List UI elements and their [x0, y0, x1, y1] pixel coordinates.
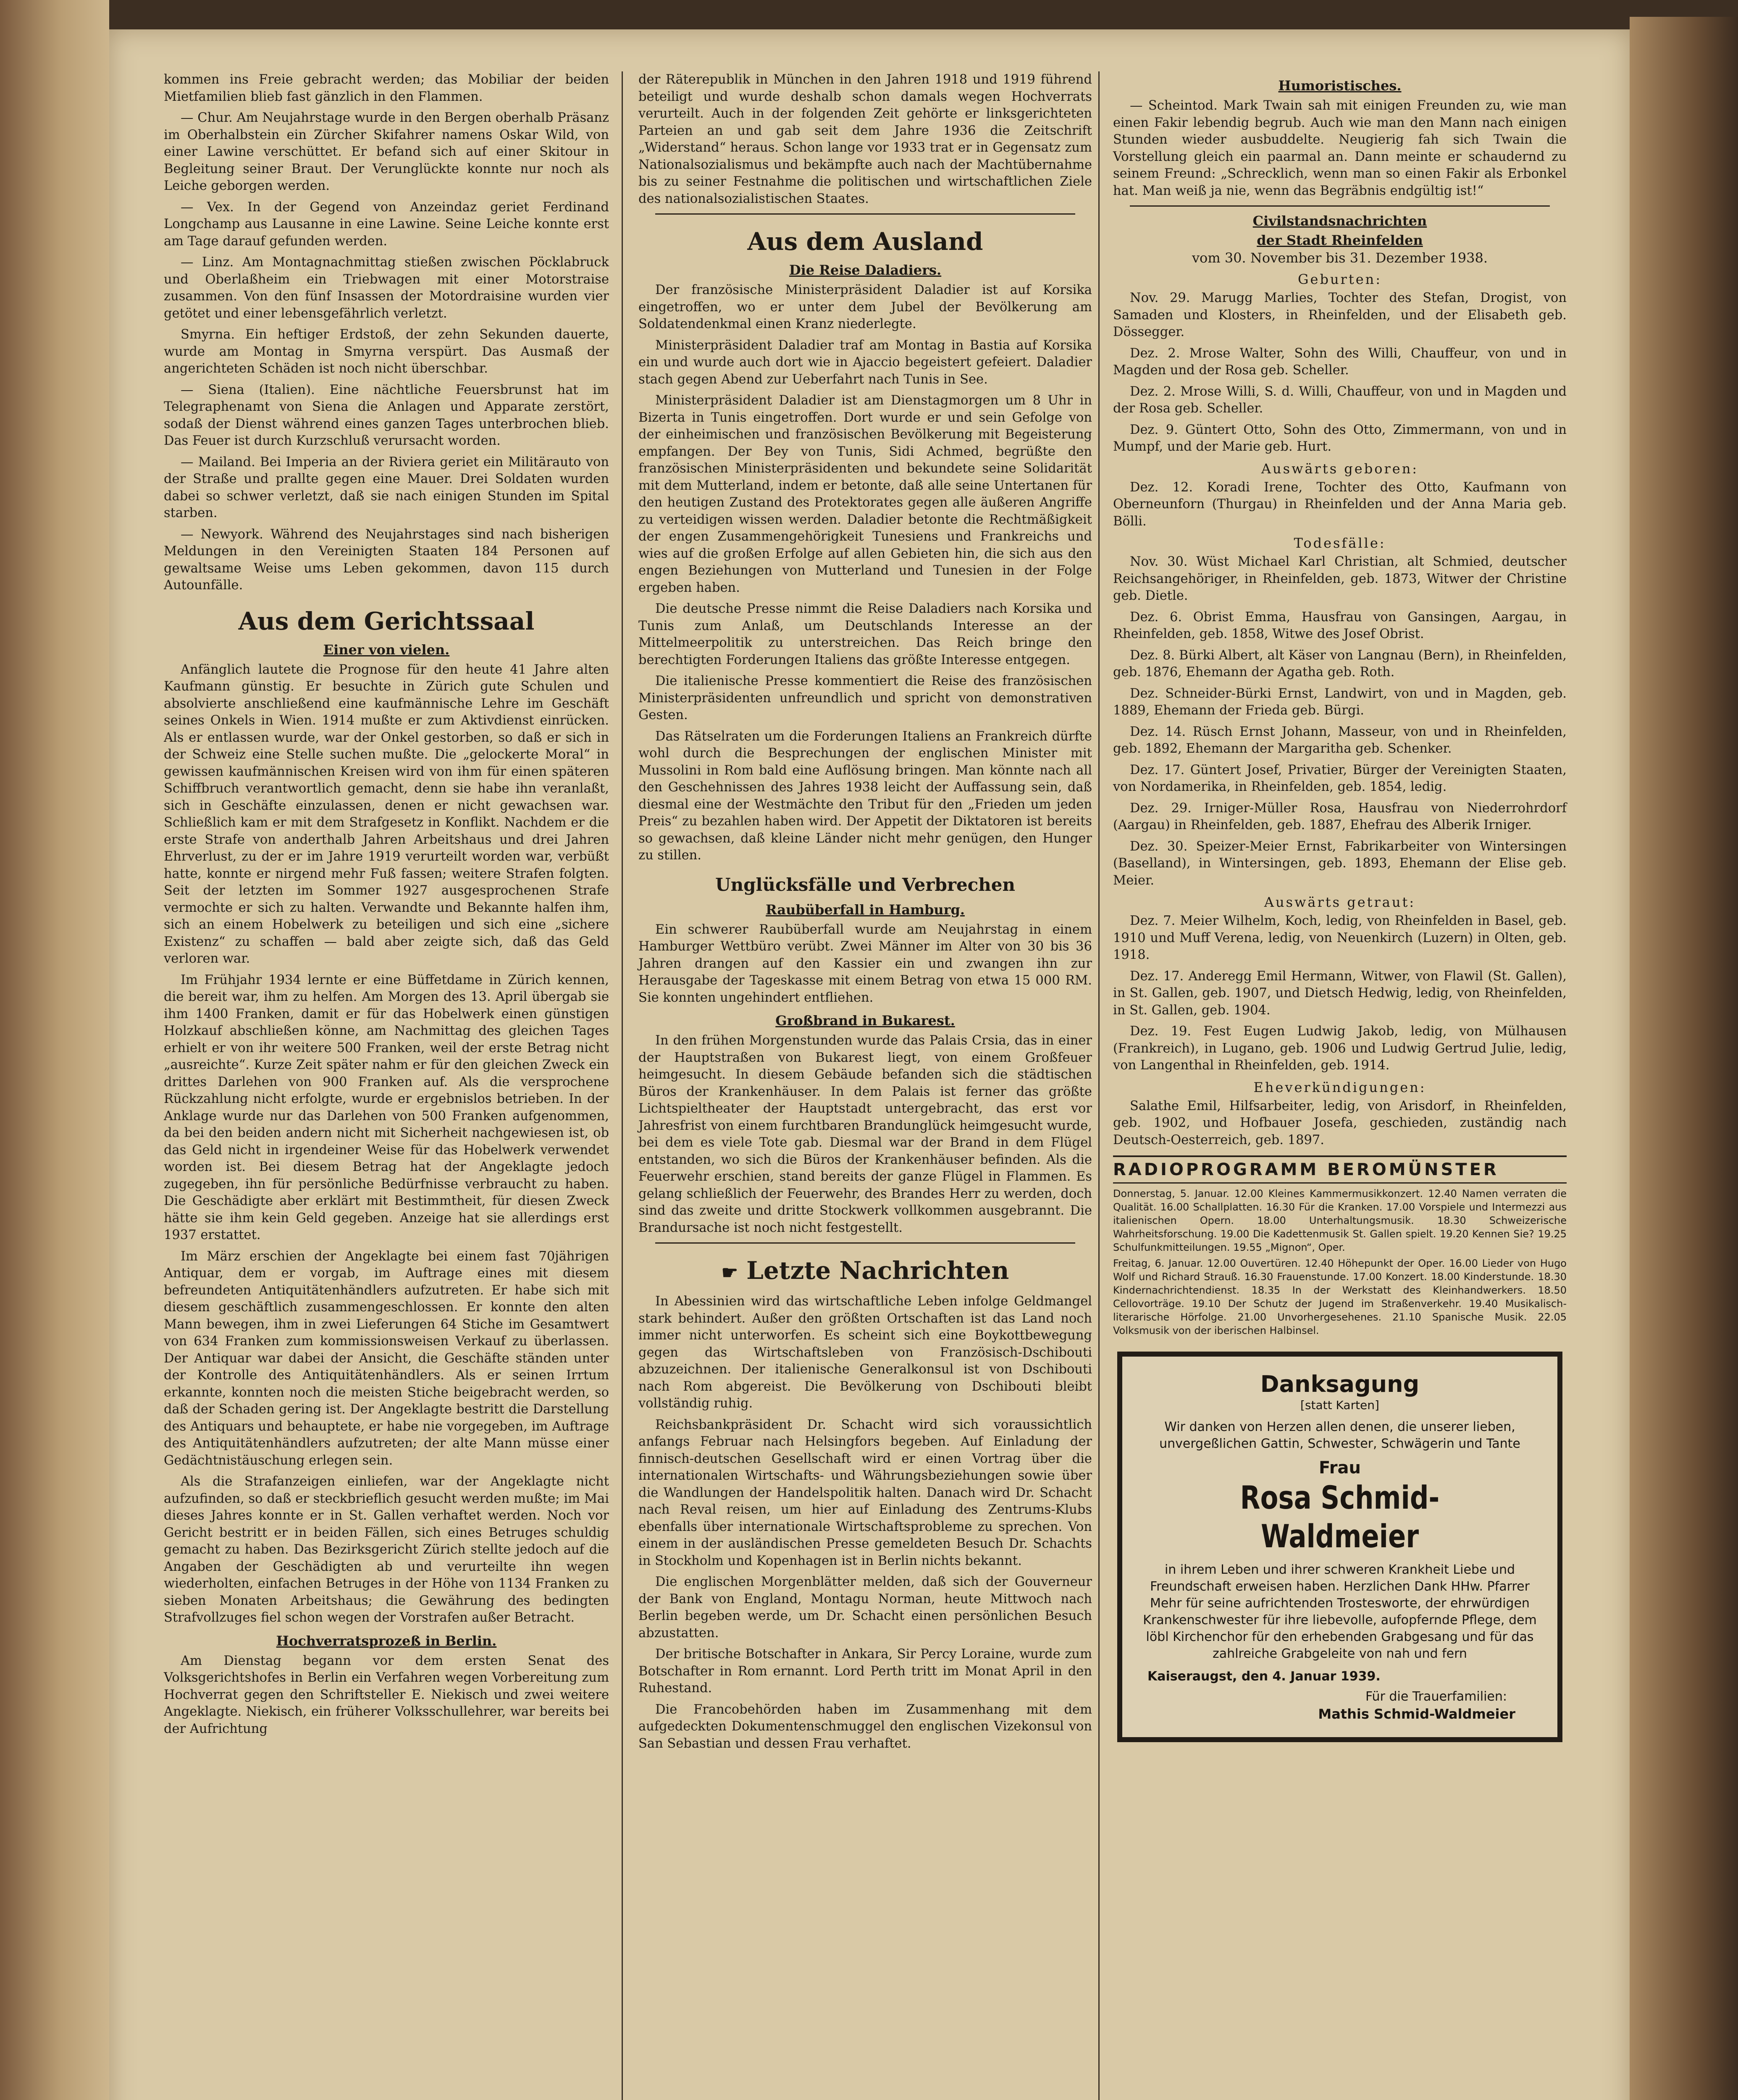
article-paragraph: — Mailand. Bei Imperia an der Riviera geriet ein Militärauto von der Straße und prallte gegen eine Mauer. Drei Soldaten wurden dabei so schwer verletzt, daß sie nach einigen Stunden im Spital starben. [164, 454, 609, 520]
pointing-hand-icon: ☛ [721, 1262, 738, 1284]
article-paragraph: kommen ins Freie gebracht werden; das Mobiliar der beiden Mietfamilien blieb fast gänzlich in den Flammen. [164, 72, 609, 104]
record-entry: Dez. 8. Bürki Albert, alt Käser von Langnau (Bern), in Rheinfelden, geb. 1876, Ehemann der Agatha geb. Roth. [1113, 648, 1567, 680]
record-entry: Dez. 14. Rüsch Ernst Johann, Masseur, von und in Rheinfelden, geb. 1892, Ehemann der Margaritha geb. Schenker. [1113, 724, 1567, 756]
article-paragraph: In Abessinien wird das wirtschaftliche Leben infolge Geldmangel stark behindert. Außer den größten Ortschaften ist das Land noch immer nicht unterworfen. Es scheint sich eine Boykottbewegung gegen das Wirtschaftsleben von Französisch-Dschibouti abzuzeichnen. Der italienische Generalkonsul ist von Dschibouti nach Rom abgereist. Die Bevölkerung von Dschibouti bleibt vollständig ruhig. [638, 1294, 1092, 1411]
radio-program-title: RADIOPROGRAMM BEROMÜNSTER [1113, 1155, 1567, 1184]
ad-title: Danksagung [1260, 1371, 1420, 1397]
article-paragraph: Im Frühjahr 1934 lernte er eine Büffetdame in Zürich kennen, die bereit war, ihm zu helfen. Am Morgen des 13. April übergab sie ihm 1400 Franken, damit er für das Hobelwerk einen günstigen Holzkauf abschließen könne, am Nachmittag des gleichen Tages erhielt er von ihr weitere 500 Franken, weil der erste Betrag nicht „ausreichte“. Kurze Zeit später nahm er für den gleichen Zweck ein drittes Darlehen von 900 Franken auf. Als die versprochene Rückzahlung nicht erfolgte, wurde er ergebnislos betrieben. In der Anklage wurde nur das Darlehen von 500 Franken aufgenommen, da bei den beiden andern nicht mit Sicherheit nachgewiesen ist, ob das Geld nicht in irgendeiner Weise für das Hobelwerk verwendet worden ist. Bei diesem Betrag hat der Angeklagte jedoch zugegeben, ihn für persönliche Bedürfnisse verbraucht zu haben. Die Geschädigte aber erklärt mit Bestimmtheit, für diesen Zweck hätte sie ihm kein Geld gegeben. Anzeige hat sie allerdings erst 1937 erstattet. [164, 972, 609, 1242]
civil-records-subtitle: der Stadt Rheinfelden [1257, 232, 1423, 248]
record-entry: Salathe Emil, Hilfsarbeiter, ledig, von Arisdorf, in Rheinfelden, geb. 1902, und Hofbauer Josefa, geschieden, zuständig nach Deutsch-Oesterreich, geb. 1897. [1113, 1098, 1567, 1147]
divider [655, 1242, 1075, 1244]
column-3 [1113, 71, 1567, 1742]
obituary-thanks-ad [1117, 1352, 1562, 1742]
section-heading-letzte [638, 1256, 1092, 1287]
record-entry: Dez. 17. Anderegg Emil Hermann, Witwer, von Flawil (St. Gallen), in St. Gallen, geb. 1907, und Dietsch Hedwig, ledig, von Rheinfelden, in St. Gallen, geb. 1904. [1113, 969, 1567, 1018]
section-heading-gerichtssaal: Aus dem Gerichtssaal [238, 606, 535, 635]
left-page-binding [0, 0, 109, 2100]
article-paragraph: Ein schwerer Raubüberfall wurde am Neujahrstag in einem Hamburger Wettbüro verübt. Zwei Männer im Alter von 30 bis 36 Jahren drangen auf den Kassier ein und zwangen ihn zur Herausgabe der Tageskasse mit einem Betrag von etwa 15 000 RM. Sie konnten ungehindert entfliehen. [638, 922, 1092, 1005]
section-heading-ausland: Aus dem Ausland [747, 227, 983, 256]
record-entry: Dez. 29. Irniger-Müller Rosa, Hausfrau von Niederrohrdorf (Aargau) in Rheinfelden, geb. 1887, Ehefrau des Alberik Irniger. [1113, 801, 1567, 832]
section-heading-text: Letzte Nachrichten [746, 1256, 1009, 1285]
article-paragraph: Die englischen Morgenblätter melden, daß sich der Gouverneur der Bank von England, Montagu Norman, heute Mittwoch nach Berlin begeben werde, um Dr. Schacht einen persönlichen Besuch abzustatten. [638, 1575, 1092, 1641]
radio-day: Donnerstag, 5. Januar. 12.00 Kleines Kammermusikkonzert. 12.40 Namen verraten die Qualität. 16.00 Schallplatten. 16.30 Für die Kranken. 17.00 Vorspiele und Intermezzi aus italienischen Opern. 18.00 Unterhaltungsmusik. 18.30 Schweizerische Wahrheitsforschung. 19.00 Die Kadettenmusik St. Gallen spielt. 19.20 Kennen Sie? 19.25 Schulfunkmitteilungen. 19.55 „Mignon“, Oper. [1113, 1188, 1567, 1253]
record-entry: Dez. 7. Meier Wilhelm, Koch, ledig, von Rheinfelden in Basel, geb. 1910 und Muff Verena, ledig, von Neuenkirch (Luzern) in Olten, geb. 1918. [1113, 914, 1567, 962]
article-paragraph: Anfänglich lautete die Prognose für den heute 41 Jahre alten Kaufmann günstig. Er besuchte in Zürich gute Schulen und absolvierte anschließend eine kaufmännische Lehre im Geschäft seines Onkels in Wien. 1914 mußte er zum Aktivdienst einrücken. Als er entlassen wurde, war der Onkel gestorben, so daß er sich in der Schweiz eine Stelle suchen mußte. Die „gelockerte Moral“ in gewissen kaufmännischen Kreisen wird von ihm für einen späteren Schiffbruch verantwortlich gemacht, denn sie habe ihn veranlaßt, sich in Geschäfte einzulassen, denen er nicht gewachsen war. Schließlich kam er mit dem Strafgesetz in Konflikt. Nachdem er die erste Strafe von anderthalb Jahren Arbeitshaus und drei Jahren Ehrverlust, zu der er im Jahre 1919 verurteilt worden war, verbüßt hatte, konnte er nirgend mehr Fuß fassen; weitere Strafen folgten. Seit der letzten im Sommer 1927 ausgesprochenen Strafe vermochte er sich zu halten. Verwandte und Bekannte halfen ihm, sich an einem Hobelwerk zu beteiligen und sich eine „sichere Existenz“ zu schaffen — bald aber zeigte sich, daß das Geld verloren war. [164, 662, 609, 966]
article-paragraph: Ministerpräsident Daladier ist am Dienstagmorgen um 8 Uhr in Bizerta in Tunis eingetroffen. Dort wurde er und sein Gefolge von der einheimischen und französischen Bevölkerung mit Begeisterung empfangen. Der Bey von Tunis, Sidi Achmed, begrüßte den französischen Ministerpräsidenten und bekundete seine Solidarität mit dem Mutterland, indem er betonte, daß alle seine Untertanen für den heutigen Zustand des Protektorates gegen alle äußeren Angriffe zu verteidigen wissen werden. Daladier betonte die Rechtmäßigkeit der engen Zusammengehörigkeit Tunesiens und Frankreichs und wies auf die großen Erfolge auf allen Gebieten hin, die sich aus den engen Beziehungen von Mutterland und Tunesien in der Folge ergeben haben. [638, 393, 1092, 595]
article-paragraph: Als die Strafanzeigen einliefen, war der Angeklagte nicht aufzufinden, so daß er steckbrieflich gesucht werden mußte; im Mai dieses Jahres konnte er in St. Gallen verhaftet werden. Noch vor Gericht bestritt er in beiden Fällen, sich eines Betruges schuldig gemacht zu haben. Das Bezirksgericht Zürich stellte jedoch auf die Angaben der Geschädigten ab und verurteilte ihn wegen wiederholten, einfachen Betruges in der Höhe von 1134 Franken zu sieben Monaten Arbeitshaus; die Gewährung des bedingten Strafvollzuges fiel schon wegen der Vorstrafen außer Betracht. [164, 1474, 609, 1625]
record-entry: Dez. 2. Mrose Walter, Sohn des Willi, Chauffeur, von und in Magden und der Rosa geb. Scheller. [1113, 346, 1567, 378]
article-paragraph: — Linz. Am Montagnachmittag stießen zwischen Pöcklabruck und Oberlaßheim ein Triebwagen mit einer Motorstraise zusammen. Von den fünf Insassen der Motordraisine wurden vier getötet und einer lebensgefährlich verletzt. [164, 255, 609, 321]
ad-signature-name: Mathis Schmid-Waldmeier [1318, 1706, 1515, 1722]
article-subheading: Hochverratsprozeß in Berlin. [276, 1633, 497, 1649]
article-subheading: Einer von vielen. [323, 641, 450, 658]
banns-heading: Eheverkündigungen: [1253, 1079, 1426, 1095]
article-paragraph: In den frühen Morgenstunden wurde das Palais Crsia, das in einer der Hauptstraßen von Bukarest liegt, von einem Großfeuer heimgesucht. In diesem Gebäude befanden sich die städtischen Büros der Krankenhäuser. In dem Palais ist ferner das größte Lichtspieltheater der Hauptstadt untergebracht, das erst vor Jahresfrist von einem furchtbaren Brandunglück heimgesucht wurde, bei dem es viele Tote gab. Diesmal war der Brand in dem Flügel entstanden, wo sich die Büros der Krankenhäuser befinden. Als die Feuerwehr erschien, stand bereits der ganze Flügel in Flammen. Es gelang schließlich der Feuerwehr, des Brandes Herr zu werden, doch sind das zweite und dritte Stockwerk vollkommen ausgebrannt. Die Brandursache ist noch nicht festgestellt. [638, 1033, 1092, 1235]
civil-records-title: Civilstandsnachrichten [1252, 213, 1427, 229]
book-edge [1630, 17, 1738, 2100]
column-rule [622, 71, 623, 2100]
divider [1130, 205, 1550, 207]
article-paragraph: — Chur. Am Neujahrstage wurde in den Bergen oberhalb Präsanz im Oberhalbstein ein Zürcher Skifahrer namens Oskar Wild, von einer Lawine verschüttet. Er befand sich auf einer Skitour in Begleitung seiner Braut. Der Verunglückte konnte nur noch als Leiche geborgen werden. [164, 110, 609, 193]
article-subheading: Humoristisches. [1278, 78, 1402, 94]
births-heading: Geburten: [1297, 271, 1382, 287]
divider [655, 213, 1075, 215]
article-paragraph: Die italienische Presse kommentiert die Reise des französischen Ministerpräsidenten unfreundlich und spricht von demonstrativen Gesten. [638, 674, 1092, 722]
record-entry: Dez. Schneider-Bürki Ernst, Landwirt, von und in Magden, geb. 1889, Ehemann der Frieda geb. Bürgi. [1113, 686, 1567, 718]
article-subheading: Großbrand in Bukarest. [775, 1013, 955, 1029]
record-entry: Dez. 19. Fest Eugen Ludwig Jakob, ledig, von Mülhausen (Frankreich), in Lugano, geb. 1906 und Ludwig Gertrud Julie, ledig, von Langenthal in Rheinfelden, geb. 1914. [1113, 1024, 1567, 1073]
record-entry: Nov. 29. Marugg Marlies, Tochter des Stefan, Drogist, von Samaden und Klosters, in Rheinfelden, und der Elisabeth geb. Dössegger. [1113, 291, 1567, 339]
article-paragraph: — Scheintod. Mark Twain sah mit einigen Freunden zu, wie man einen Fakir lebendig begrub. Auch wie man den Mann nach einigen Stunden wieder ausbuddelte. Neugierig fah sich Twain die Vorstellung gleich ein paarmal an. Dann meinte er schaudernd zu seinem Freund: „Schrecklich, wenn man so einen Fakir als Erbonkel hat. Man weiß ja nie, wenn das Begräbnis endgültig ist!“ [1113, 98, 1567, 198]
article-paragraph: Am Dienstag begann vor dem ersten Senat des Volksgerichtshofes in Berlin ein Verfahren wegen Vorbereitung zum Hochverrat gegen den Schriftsteller E. Niekisch und zwei weitere Angeklagte. Niekisch, ein früherer Volksschullehrer, war bereits bei der Aufrichtung [164, 1653, 609, 1736]
column-rule [1098, 71, 1100, 2100]
article-paragraph: Die Francobehörden haben im Zusammenhang mit dem aufgedeckten Dokumentenschmuggel den englischen Vizekonsul von San Sebastian und dessen Frau verhaftet. [638, 1702, 1092, 1751]
article-paragraph: Der französische Ministerpräsident Daladier ist auf Korsika eingetroffen, wo er unter dem Jubel der Bevölkerung am Soldatendenkmal einen Kranz niederlegte. [638, 283, 1092, 331]
ad-salutation: Frau [1319, 1458, 1361, 1478]
article-paragraph: der Räterepublik in München in den Jahren 1918 und 1919 führend beteiligt und wurde deshalb schon damals wegen Hochverrats verurteilt. Auch in der folgenden Zeit gehörte er linksgerichteten Parteien an und gab seit dem Jahre 1936 die Zeitschrift „Widerstand“ heraus. Schon lange vor 1933 trat er in Gegensatz zum Nationalsozialismus und bekämpfte auch nach der Machtübernahme bis zu seiner Festnahme die politischen und wirtschaftlichen Ziele des nationalsozialistischen Staates. [638, 72, 1092, 206]
article-paragraph: — Vex. In der Gegend von Anzeindaz geriet Ferdinand Longchamp aus Lausanne in eine Lawine. Seine Leiche konnte erst am Tage darauf gefunden werden. [164, 200, 609, 249]
record-entry: Dez. 30. Speizer-Meier Ernst, Fabrikarbeiter von Wintersingen (Baselland), in Wintersingen, geb. 1893, Ehemann der Elise geb. Meier. [1113, 839, 1567, 888]
ad-text: in ihrem Leben und ihrer schweren Krankheit Liebe und Freundschaft erweisen haben. Herzlichen Dank HHw. Pfarrer Mehr für seine aufrichtenden Trostesworte, der ehrwürdigen Krankenschwester für ihre liebevolle, aufopfernde Pflege, dem löbl Kirchenchor für den erhebenden Grabgesang und für das zahlreiche Grabgeleite von nah und fern [1143, 1562, 1537, 1661]
deaths-heading: Todesfälle: [1294, 535, 1386, 551]
record-entry: Dez. 12. Koradi Irene, Tochter des Otto, Kaufmann von Oberneunforn (Thurgau) in Rheinfelden und der Anna Maria geb. Bölli. [1113, 480, 1567, 529]
record-entry: Dez. 6. Obrist Emma, Hausfrau von Gansingen, Aargau, in Rheinfelden, geb. 1858, Witwe des Josef Obrist. [1113, 609, 1567, 641]
ad-place-date: Kaiseraugst, den 4. Januar 1939. [1147, 1669, 1381, 1684]
record-entry: Dez. 9. Güntert Otto, Sohn des Otto, Zimmermann, von und in Mumpf, und der Marie geb. Hurt. [1113, 422, 1567, 454]
ad-signature-label: Für die Trauerfamilien: [1365, 1689, 1507, 1704]
record-entry: Dez. 17. Güntert Josef, Privatier, Bürger der Vereinigten Staaten, von Nordamerika, in Rheinfelden, geb. 1854, ledig. [1113, 762, 1567, 794]
record-entry: Dez. 2. Mrose Willi, S. d. Willi, Chauffeur, von und in Magden und der Rosa geb. Scheller. [1113, 384, 1567, 416]
article-subheading: Raubüberfall in Hamburg. [766, 901, 965, 918]
article-paragraph: Reichsbankpräsident Dr. Schacht wird sich voraussichtlich anfangs Februar nach Helsingfors begeben. Auf Einladung der finnisch-deutschen Gesellschaft wird er einen Vortrag über die internationalen Wirtschafts- und Währungsbeziehungen sowie über die Wandlungen der Handelspolitik halten. Danach wird Dr. Schacht nach Reval reisen, um hier auf Einladung des Zentrums-Klubs ebenfalls über internationale Wirtschaftsprobleme zu sprechen. Von einem in der ausländischen Presse gemeldeten Besuch Dr. Schachts in Stockholm und Kopenhagen ist in Berlin nichts bekannt. [638, 1417, 1092, 1568]
radio-program [1113, 1187, 1567, 1337]
column-2 [638, 71, 1092, 1756]
record-entry: Nov. 30. Wüst Michael Karl Christian, alt Schmied, deutscher Reichsangehöriger, in Rheinfelden, geb. 1873, Witwer der Christine geb. Dietle. [1113, 554, 1567, 603]
radio-day: Freitag, 6. Januar. 12.00 Ouvertüren. 12.40 Höhepunkt der Oper. 16.00 Lieder von Hugo Wolf und Richard Strauß. 16.30 Frauenstunde. 17.00 Konzert. 18.00 Kinderstunde. 18.30 Kindernachrichtendienst. 18.35 In der Werkstatt des Kleinhandwerkers. 18.50 Cellovorträge. 19.10 Der Schutz der Jugend im Straßenverkehr. 19.40 Musikalisch-literarische Hörfolge. 21.00 Unvorhergesehenes. 21.10 Spanische Musik. 22.05 Volksmusik von der iberischen Halbinsel. [1113, 1257, 1567, 1336]
marriages-abroad-heading: Auswärts getraut: [1264, 894, 1416, 910]
article-paragraph: Smyrna. Ein heftiger Erdstoß, der zehn Sekunden dauerte, wurde am Montag in Smyrna verspürt. Das Ausmaß der angerichteten Schäden ist noch nicht überschbar. [164, 327, 609, 376]
civil-records-period: vom 30. November bis 31. Dezember 1938. [1192, 250, 1488, 266]
article-subheading: Die Reise Daladiers. [789, 262, 942, 278]
column-1 [164, 71, 609, 1742]
article-paragraph: Die deutsche Presse nimmt die Reise Daladiers nach Korsika und Tunis zum Anlaß, um Deutschlands Interesse an der Mittelmeerpolitik zu unterstreichen. Das Reich bringe den berechtigten Forderungen Italiens das größte Interesse entgegen. [638, 601, 1092, 667]
births-abroad-heading: Auswärts geboren: [1261, 460, 1419, 477]
ad-subtitle: [statt Karten] [1300, 1398, 1379, 1412]
article-paragraph: — Siena (Italien). Eine nächtliche Feuersbrunst hat im Telegraphenamt von Siena die Anlagen und Apparate zerstört, sodaß der Dienst während eines ganzen Tages unterbrochen blieb. Das Feuer ist durch Kurzschluß verursacht worden. [164, 382, 609, 448]
article-paragraph: Im März erschien der Angeklagte bei einem fast 70jährigen Antiquar, dem er vorgab, im Auftrage eines mit diesem befreundeten Antiquitätenhändlers aufzutreten. Er habe sich mit diesem geschäftlich zusammengeschlossen. Er konnte den alten Mann bewegen, ihm in zwei Lieferungen 64 Stiche im Gesamtwert von 634 Franken zum kommissionsweisen Verkauf zu überlassen. Der Antiquar war dabei der Ansicht, die Geschäfte ständen unter der Kontrolle des Antiquitätenhändlers. Als er seinen Irrtum erkannte, konnten noch die meisten Stiche beigebracht werden, so daß der Schaden gering ist. Der Angeklagte bestritt die Darstellung des Antiquars und behauptete, er habe nie vorgegeben, im Auftrage des Antiquitätenhändlers aufzutreten; der alte Mann müsse einer Gedächtnistäuschung erlegen sein. [164, 1249, 609, 1468]
article-paragraph: Der britische Botschafter in Ankara, Sir Percy Loraine, wurde zum Botschafter in Rom ernannt. Lord Perth tritt im Monat April in den Ruhestand. [638, 1647, 1092, 1696]
article-paragraph: — Newyork. Während des Neujahrstages sind nach bisherigen Meldungen in den Vereinigten Staaten 184 Personen auf gewaltsame Weise ums Leben gekommen, davon 115 durch Autounfälle. [164, 527, 609, 593]
article-paragraph: Das Rätselraten um die Forderungen Italiens an Frankreich dürfte wohl durch die Besprechungen der englischen Minister mit Mussolini in Rom bald eine Auflösung bringen. Man könnte nach all den Geschehnissen des Jahres 1938 leicht der Auffassung sein, daß diesmal eine der Westmächte den Tribut für den „Frieden um jeden Preis“ zu bezahlen haben wird. Der Appetit der Diktatoren ist bereits so gewachsen, daß kleine Länder nicht mehr genügen, den Hunger zu stillen. [638, 729, 1092, 863]
section-heading-unglueck: Unglücksfälle und Verbrechen [715, 874, 1016, 895]
ad-deceased-name: Rosa Schmid-Waldmeier [1240, 1479, 1440, 1555]
ad-text: Wir danken von Herzen allen denen, die unserer lieben, unvergeßlichen Gattin, Schwester, Schwägerin und Tante [1159, 1420, 1520, 1451]
article-paragraph: Ministerpräsident Daladier traf am Montag in Bastia auf Korsika ein und wurde auch dort wie in Ajaccio begeistert gefeiert. Daladier stach gegen Abend zur Ueberfahrt nach Tunis in See. [638, 338, 1092, 387]
